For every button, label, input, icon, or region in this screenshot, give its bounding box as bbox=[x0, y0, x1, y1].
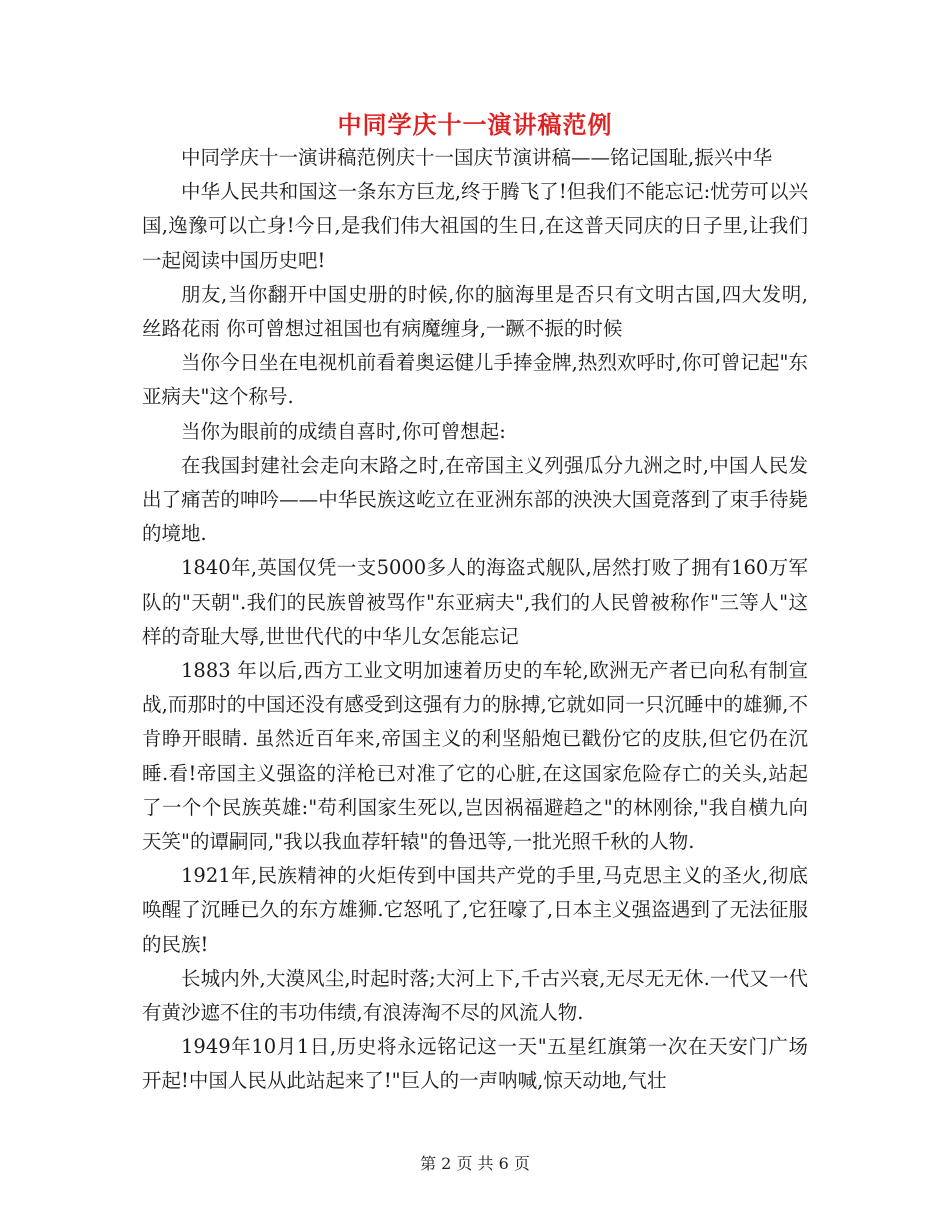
paragraph-4: 当你今日坐在电视机前看着奥运健儿手捧金牌,热烈欢呼时,你可曾记起"东亚病夫"这个称号. bbox=[142, 351, 808, 409]
paragraph-6: 在我国封建社会走向末路之时,在帝国主义列强瓜分九洲之时,中国人民发出了痛苦的呻吟——中华民族这屹立在亚洲东部的泱泱大国竟落到了束手待毙的境地. bbox=[142, 453, 808, 546]
paragraph-3: 朋友,当你翻开中国史册的时候,你的脑海里是否只有文明古国,四大发明,丝路花雨 你可曾想过祖国也有病魔缠身,一蹶不振的时候 bbox=[142, 282, 808, 341]
paragraph-5: 当你为眼前的成绩自喜时,你可曾想起: bbox=[181, 419, 506, 443]
document-body bbox=[142, 141, 808, 1099]
paragraph-11: 1949年10月1日,历史将永远铭记这一天"五星红旗第一次在天安门广场开起!中国人民从此站起来了!"巨人的一声呐喊,惊天动地,气壮 bbox=[142, 1035, 808, 1093]
paragraph-1: 中同学庆十一演讲稿范例庆十一国庆节演讲稿——铭记国耻,振兴中华 bbox=[181, 146, 773, 169]
document-title: 中同学庆十一演讲稿范例 bbox=[337, 110, 613, 139]
paragraph-2: 中华人民共和国这一条东方巨龙,终于腾飞了!但我们不能忘记:忧劳可以兴国,逸豫可以亡身!今日,是我们伟大祖国的生日,在这普天同庆的日子里,让我们一起阅读中国历史吧! bbox=[142, 180, 808, 272]
paragraph-10: 长城内外,大漠风尘,时起时落;大河上下,千古兴衰,无尽无无休.一代又一代有黄沙遮不住的韦功伟绩,有浪涛淘不尽的风流人物. bbox=[142, 966, 808, 1025]
paragraph-9: 1921年,民族精神的火炬传到中国共产党的手里,马克思主义的圣火,彻底唤醒了沉睡已久的东方雄狮.它怒吼了,它狂嚎了,日本主义强盗遇到了无法征服的民族! bbox=[142, 864, 808, 956]
paragraph-7: 1840年,英国仅凭一支5000多人的海盗式舰队,居然打败了拥有160万军队的"天朝".我们的民族曾被骂作"东亚病夫",我们的人民曾被称作"三等人"这样的奇耻大辱,世世代代的中华儿女怎能忘记 bbox=[142, 556, 808, 648]
page-number-footer: 第 2 页 共 6 页 bbox=[420, 1154, 530, 1173]
paragraph-8: 1883 年以后,西方工业文明加速着历史的车轮,欧洲无产者已向私有制宣战,而那时的中国还没有感受到这强有力的脉搏,它就如同一只沉睡中的雄狮,不肯睁开眼睛. 虽然近百年来,帝国主义的利坚船炮已戳份它的皮肤,但它仍在沉睡.看!帝国主义强盗的洋枪已对准了它的心脏,在这国家危险存亡的关头,站起了一个个民族英雄:"苟利国家生死以,岂因祸福避趋之"的林刚徐,"我自横九向天笑"的谭嗣同,"我以我血荐轩辕"的鲁迅等,一批光照千秋的人物. bbox=[142, 659, 808, 854]
